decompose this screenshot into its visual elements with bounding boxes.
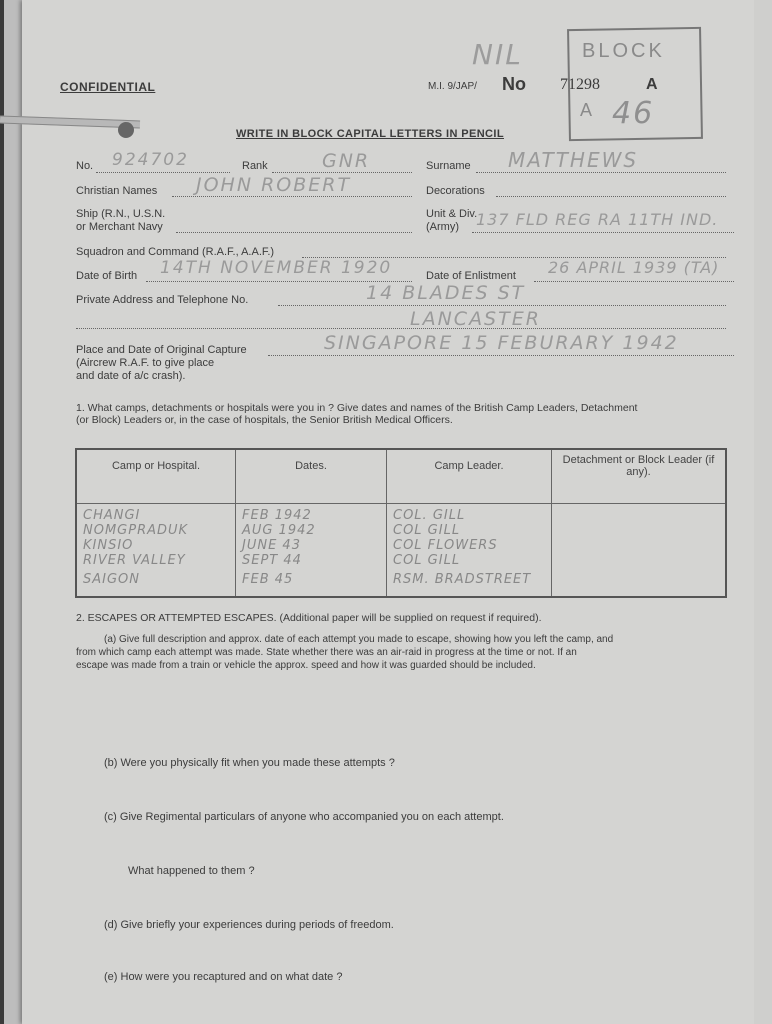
list-item: COL GILL [393, 553, 461, 568]
list-item: KINSIO [83, 538, 134, 553]
enlistment-value: 26 APRIL 1939 (TA) [548, 258, 720, 277]
header-dates: Dates. [236, 449, 387, 504]
classification-label: CONFIDENTIAL [60, 80, 156, 94]
list-item: FEB 1942 [242, 508, 312, 523]
surname-label: Surname [426, 160, 471, 172]
instruction-heading: WRITE IN BLOCK CAPITAL LETTERS IN PENCIL [236, 128, 504, 140]
service-number-value: 924702 [112, 150, 189, 170]
address-value-2: LANCASTER [410, 308, 541, 330]
detachment-cell [552, 504, 727, 598]
address-value-1: 14 BLADES ST [366, 282, 526, 304]
serial-number: 71298 [560, 76, 600, 93]
address-line-1 [278, 305, 726, 306]
question-2a-line-3: escape was made from a train or vehicle the approx. speed and how it was guarded should be included. [76, 660, 536, 671]
rank-line [272, 172, 412, 173]
question-2d: (d) Give briefly your experiences during periods of freedom. [104, 919, 394, 931]
header-camp: Camp or Hospital. [76, 449, 236, 504]
question-2b: (b) Were you physically fit when you made these attempts ? [104, 757, 395, 769]
question-2c: (c) Give Regimental particulars of anyone who accompanied you on each attempt. [104, 811, 504, 823]
camp-table [75, 448, 727, 598]
unit-value: 137 FLD REG RA 11TH IND. [476, 210, 719, 229]
question-1-line-1: 1. What camps, detachments or hospitals were you in ? Give dates and names of the British Camp Leaders, Detachment [76, 402, 638, 414]
question-2a-line-1: (a) Give full description and approx. date of each attempt you made to escape, showing how you left the camp, and [104, 634, 614, 645]
nil-annotation: NIL [472, 38, 523, 71]
stamp-number: 46 [612, 96, 655, 131]
no-label: No. [76, 160, 94, 172]
list-item: JUNE 43 [242, 538, 301, 553]
address-label: Private Address and Telephone No. [76, 294, 249, 306]
dates-cell [236, 504, 387, 598]
rank-value: GNR [322, 150, 371, 172]
enlistment-line [534, 281, 734, 282]
capture-value: SINGAPORE 15 FEBURARY 1942 [324, 332, 679, 354]
list-item: COL. GILL [393, 508, 466, 523]
camp-table-header-row [76, 449, 726, 504]
unit-line [472, 232, 734, 233]
punch-hole [118, 122, 134, 138]
series-letter: A [646, 76, 658, 93]
list-item: AUG 1942 [242, 523, 316, 538]
surname-line [476, 172, 726, 173]
question-2a-line-2: from which camp each attempt was made. State whether there was an air-raid in progress at the time or not. If an [76, 647, 577, 658]
dob-label: Date of Birth [76, 270, 138, 282]
camps-cell [76, 504, 236, 598]
list-item: RIVER VALLEY [83, 553, 186, 568]
leaders-cell [387, 504, 552, 598]
list-item: NOMGPRADUK [83, 523, 189, 538]
stamp-letter: A [580, 100, 593, 120]
question-2c-sub: What happened to them ? [128, 865, 255, 877]
stamp-block-label: BLOCK [582, 40, 665, 62]
unit-label-2: (Army) [426, 221, 459, 233]
capture-line [268, 355, 734, 356]
list-item: COL GILL [393, 523, 461, 538]
page-edge [754, 0, 772, 1024]
question-2e: (e) How were you recaptured and on what date ? [104, 971, 343, 983]
capture-label-1: Place and Date of Original Capture [76, 344, 247, 356]
ship-label-2: or Merchant Navy [76, 221, 163, 233]
list-item: FEB 45 [242, 572, 294, 587]
christian-names-label: Christian Names [76, 185, 158, 197]
dob-value: 14TH NOVEMBER 1920 [160, 258, 393, 278]
header-detachment-leader: Detachment or Block Leader (if any). [552, 449, 727, 504]
decorations-line [496, 196, 726, 197]
number-label: No [502, 74, 526, 94]
table-row [76, 504, 726, 598]
ship-label-1: Ship (R.N., U.S.N. [76, 208, 166, 220]
question-2-title: 2. ESCAPES OR ATTEMPTED ESCAPES. (Additional paper will be supplied on request if required). [76, 612, 542, 624]
list-item: RSM. BRADSTREET [393, 572, 532, 587]
capture-label-2: (Aircrew R.A.F. to give place [76, 357, 215, 369]
squadron-label: Squadron and Command (R.A.F., A.A.F.) [76, 246, 275, 258]
form-reference: M.I. 9/JAP/ [428, 81, 477, 92]
christian-names-value: JOHN ROBERT [196, 174, 352, 196]
list-item: CHANGI [83, 508, 141, 523]
enlistment-label: Date of Enlistment [426, 270, 516, 282]
question-1-line-2: (or Block) Leaders or, in the case of hospitals, the Senior British Medical Officers. [76, 414, 453, 426]
surname-value: MATTHEWS [508, 148, 639, 172]
list-item: SAIGON [83, 572, 141, 587]
decorations-label: Decorations [426, 185, 485, 197]
address-line-2 [76, 328, 726, 329]
ship-line [176, 232, 412, 233]
header-camp-leader: Camp Leader. [387, 449, 552, 504]
capture-label-3: and date of a/c crash). [76, 370, 186, 382]
rank-label: Rank [242, 160, 268, 172]
christian-names-line [172, 196, 412, 197]
unit-label-1: Unit & Div. [426, 208, 478, 220]
list-item: COL FLOWERS [393, 538, 498, 553]
no-line [96, 172, 230, 173]
list-item: SEPT 44 [242, 553, 302, 568]
